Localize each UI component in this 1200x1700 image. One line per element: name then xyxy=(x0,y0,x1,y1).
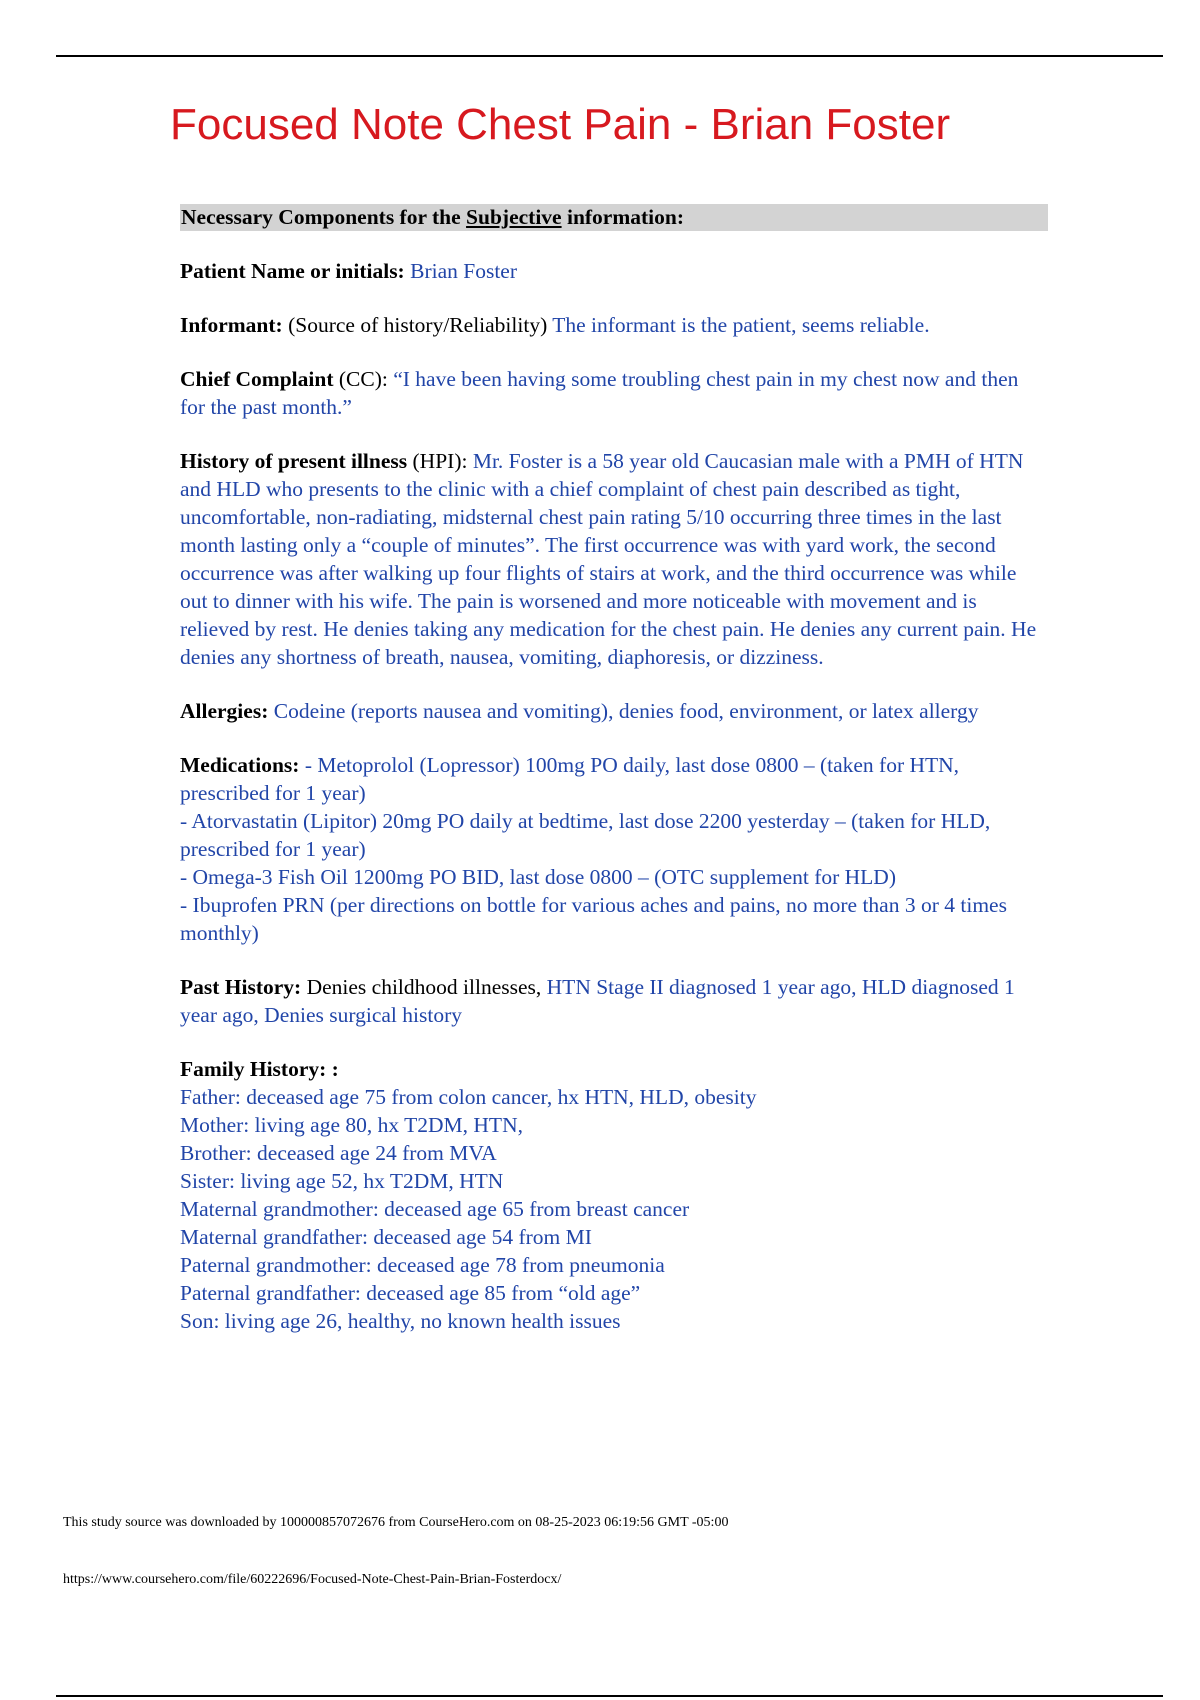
family-history-field xyxy=(180,1055,1048,1335)
note-body xyxy=(180,204,1048,1361)
medication-item: - Metoprolol (Lopressor) 100mg PO daily, last dose 0800 – (taken for HTN, prescribed for 1 year) xyxy=(180,753,960,805)
informant-value: The informant is the patient, seems reliable. xyxy=(552,313,930,337)
allergies-label: Allergies: xyxy=(180,699,269,723)
past-history-value: HTN Stage II diagnosed 1 year ago, HLD diagnosed 1 year ago, Denies surgical history xyxy=(180,975,1015,1027)
chief-complaint-label: Chief Complaint xyxy=(180,367,334,391)
family-history-item: Brother: deceased age 24 from MVA xyxy=(180,1141,497,1165)
informant-note: (Source of history/Reliability) xyxy=(288,313,548,337)
chief-complaint-note: (CC): xyxy=(338,367,388,391)
family-history-item: Sister: living age 52, hx T2DM, HTN xyxy=(180,1169,504,1193)
past-history-field xyxy=(180,973,1048,1029)
family-history-label: Family History: : xyxy=(180,1057,339,1081)
hpi-value: Mr. Foster is a 58 year old Caucasian male with a PMH of HTN and HLD who presents to the clinic with a chief complaint of chest pain described as tight, uncomfortable, non-radiating, midsternal chest pain rating 5/10 occurring three times in the last month lasting only a “couple of minutes”. The first occurrence was with yard work, the second occurrence was after walking up four flights of stairs at work, and the third occurrence was while out to dinner with his wife. The pain is worsened and more noticeable with movement and is relieved by rest. He denies taking any medication for the chest pain. He denies any current pain. He denies any shortness of breath, nausea, vomiting, diaphoresis, or dizziness. xyxy=(180,449,1037,669)
hpi-note: (HPI): xyxy=(412,449,468,473)
section-header-prefix: Necessary Components for the xyxy=(181,205,467,229)
family-history-item: Paternal grandfather: deceased age 85 from “old age” xyxy=(180,1281,641,1305)
hpi-field xyxy=(180,447,1048,671)
family-history-item: Maternal grandmother: deceased age 65 from breast cancer xyxy=(180,1197,690,1221)
family-history-item: Maternal grandfather: deceased age 54 from MI xyxy=(180,1225,592,1249)
medications-label: Medications: xyxy=(180,753,300,777)
family-history-item: Father: deceased age 75 from colon cancer, hx HTN, HLD, obesity xyxy=(180,1085,757,1109)
top-rule xyxy=(56,55,1163,57)
chief-complaint-value: “I have been having some troubling chest pain in my chest now and then for the past month.” xyxy=(180,367,1019,419)
past-history-plain: Denies childhood illnesses, xyxy=(306,975,542,999)
medication-item: - Ibuprofen PRN (per directions on bottle for various aches and pains, no more than 3 or 4 times monthly) xyxy=(180,893,1007,945)
chief-complaint-field xyxy=(180,365,1048,421)
medication-item: - Omega-3 Fish Oil 1200mg PO BID, last dose 0800 – (OTC supplement for HLD) xyxy=(180,865,896,889)
family-history-item: Mother: living age 80, hx T2DM, HTN, xyxy=(180,1113,523,1137)
allergies-field xyxy=(180,697,1048,725)
document-title: Focused Note Chest Pain - Brian Foster xyxy=(170,100,951,149)
past-history-label: Past History: xyxy=(180,975,302,999)
allergies-value: Codeine (reports nausea and vomiting), denies food, environment, or latex allergy xyxy=(273,699,979,723)
medication-item: - Atorvastatin (Lipitor) 20mg PO daily at bedtime, last dose 2200 yesterday – (taken for HLD, prescribed for 1 year) xyxy=(180,809,991,861)
section-header-underlined: Subjective xyxy=(466,205,562,229)
family-history-item: Paternal grandmother: deceased age 78 from pneumonia xyxy=(180,1253,665,1277)
informant-field xyxy=(180,311,1048,339)
patient-name-label: Patient Name or initials: xyxy=(180,259,405,283)
section-header-suffix: information: xyxy=(561,205,685,229)
patient-name-value: Brian Foster xyxy=(410,259,518,283)
bottom-rule xyxy=(56,1695,1163,1697)
download-source-note: This study source was downloaded by 100000857072676 from CourseHero.com on 08-25-2023 06:19:56 GMT -05:00 xyxy=(63,1515,729,1530)
family-history-item: Son: living age 26, healthy, no known health issues xyxy=(180,1309,621,1333)
section-header xyxy=(180,204,1048,231)
informant-label: Informant: xyxy=(180,313,283,337)
source-url[interactable]: https://www.coursehero.com/file/60222696/Focused-Note-Chest-Pain-Brian-Fosterdocx/ xyxy=(63,1572,562,1587)
hpi-label: History of present illness xyxy=(180,449,408,473)
medications-field xyxy=(180,751,1048,947)
patient-name-field xyxy=(180,257,1048,285)
